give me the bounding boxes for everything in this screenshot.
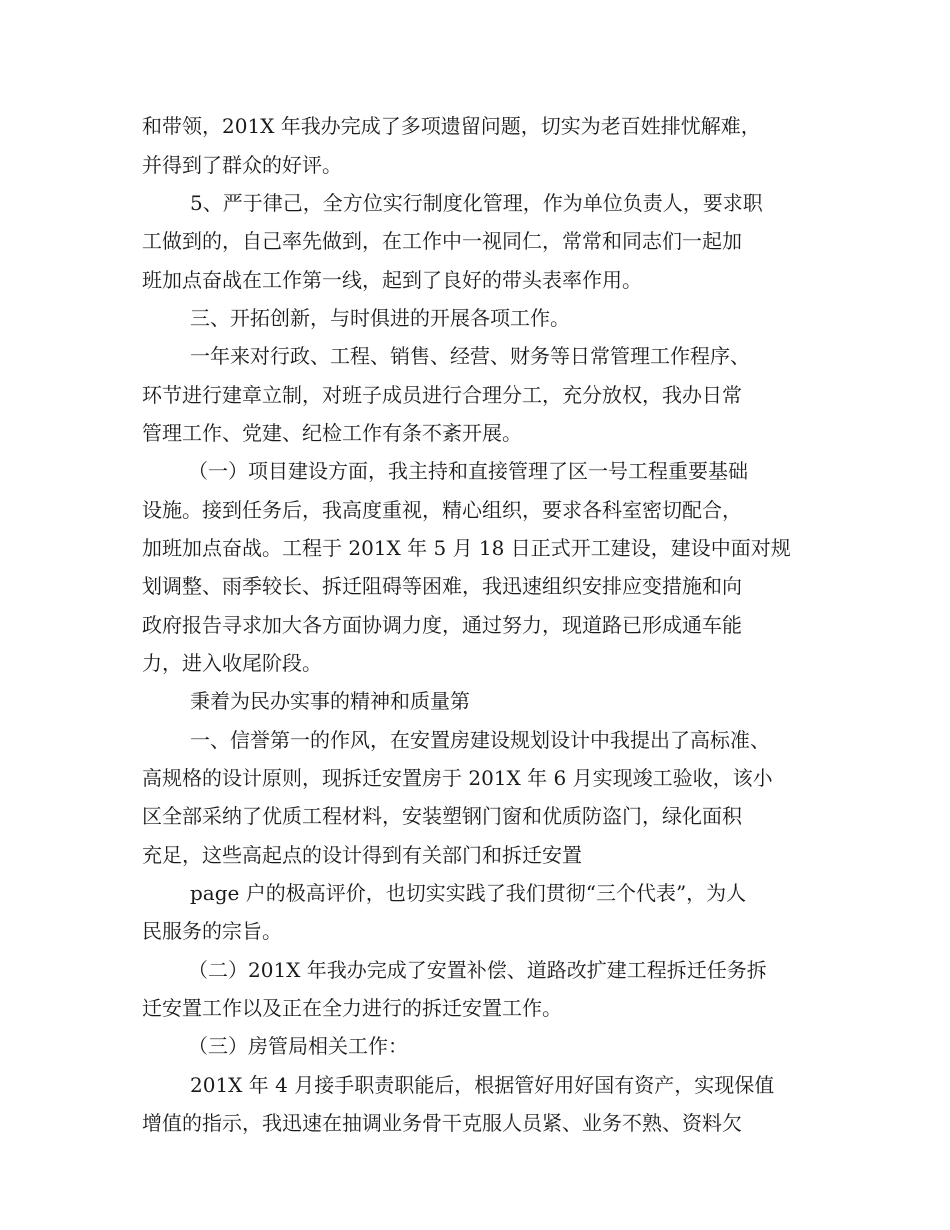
text-line: （一）项目建设方面，我主持和直接管理了区一号工程重要基础 (188, 459, 748, 483)
text-line: 一、信誉第一的作风，在安置房建设规划设计中我提出了高标准、 (190, 728, 770, 752)
text-line: 5、严于律己，全方位实行制度化管理，作为单位负责人，要求职 (190, 191, 763, 215)
text-line: 并得到了群众的好评。 (142, 153, 342, 177)
text-line: 民服务的宗旨。 (142, 919, 282, 943)
text-line: 增值的指示，我迅速在抽调业务骨干克服人员紧、业务不熟、资料欠 (142, 1111, 742, 1135)
text-line: page 户的极高评价，也切实实践了我们贯彻“三个代表”，为人 (190, 881, 747, 905)
text-line: 环节进行建章立制，对班子成员进行合理分工，充分放权，我办日常 (142, 383, 742, 407)
text-line: 加班加点奋战。工程于 201X 年 5 月 18 日正式开工建设，建设中面对规 (142, 536, 791, 560)
text-line: 秉着为民办实事的精神和质量第 (190, 689, 470, 713)
text-line: 一年来对行政、工程、销售、经营、财务等日常管理工作程序、 (190, 344, 750, 368)
text-line: 设施。接到任务后，我高度重视，精心组织，要求各科室密切配合， (142, 498, 742, 522)
text-line: 管理工作、党建、纪检工作有条不紊开展。 (142, 421, 522, 445)
text-line: 区全部采纳了优质工程材料，安装塑钢门窗和优质防盗门，绿化面积 (142, 804, 742, 828)
text-line: 三、开拓创新，与时俱进的开展各项工作。 (190, 306, 570, 330)
text-line: 和带领，201X 年我办完成了多项遗留问题，切实为老百姓排忧解难， (142, 114, 761, 138)
text-line: （二）201X 年我办完成了安置补偿、道路改扩建工程拆迁任务拆 (188, 958, 767, 982)
text-line: 高规格的设计原则，现拆迁安置房于 201X 年 6 月实现竣工验收，该小 (142, 766, 773, 790)
text-line: （三）房管局相关工作： (188, 1034, 408, 1058)
text-line: 工做到的，自己率先做到，在工作中一视同仁，常常和同志们一起加 (142, 229, 742, 253)
text-line: 政府报告寻求加大各方面协调力度，通过努力，现道路已形成通车能 (142, 613, 742, 637)
text-line: 班加点奋战在工作第一线，起到了良好的带头表率作用。 (142, 268, 642, 292)
text-line: 力，进入收尾阶段。 (142, 651, 322, 675)
text-line: 划调整、雨季较长、拆迁阻碍等困难，我迅速组织安排应变措施和向 (142, 574, 742, 598)
text-line: 201X 年 4 月接手职责职能后，根据管好用好国有资产，实现保值 (190, 1073, 775, 1097)
text-line: 充足，这些高起点的设计得到有关部门和拆迁安置 (142, 843, 582, 867)
text-line: 迁安置工作以及正在全力进行的拆迁安置工作。 (142, 996, 562, 1020)
